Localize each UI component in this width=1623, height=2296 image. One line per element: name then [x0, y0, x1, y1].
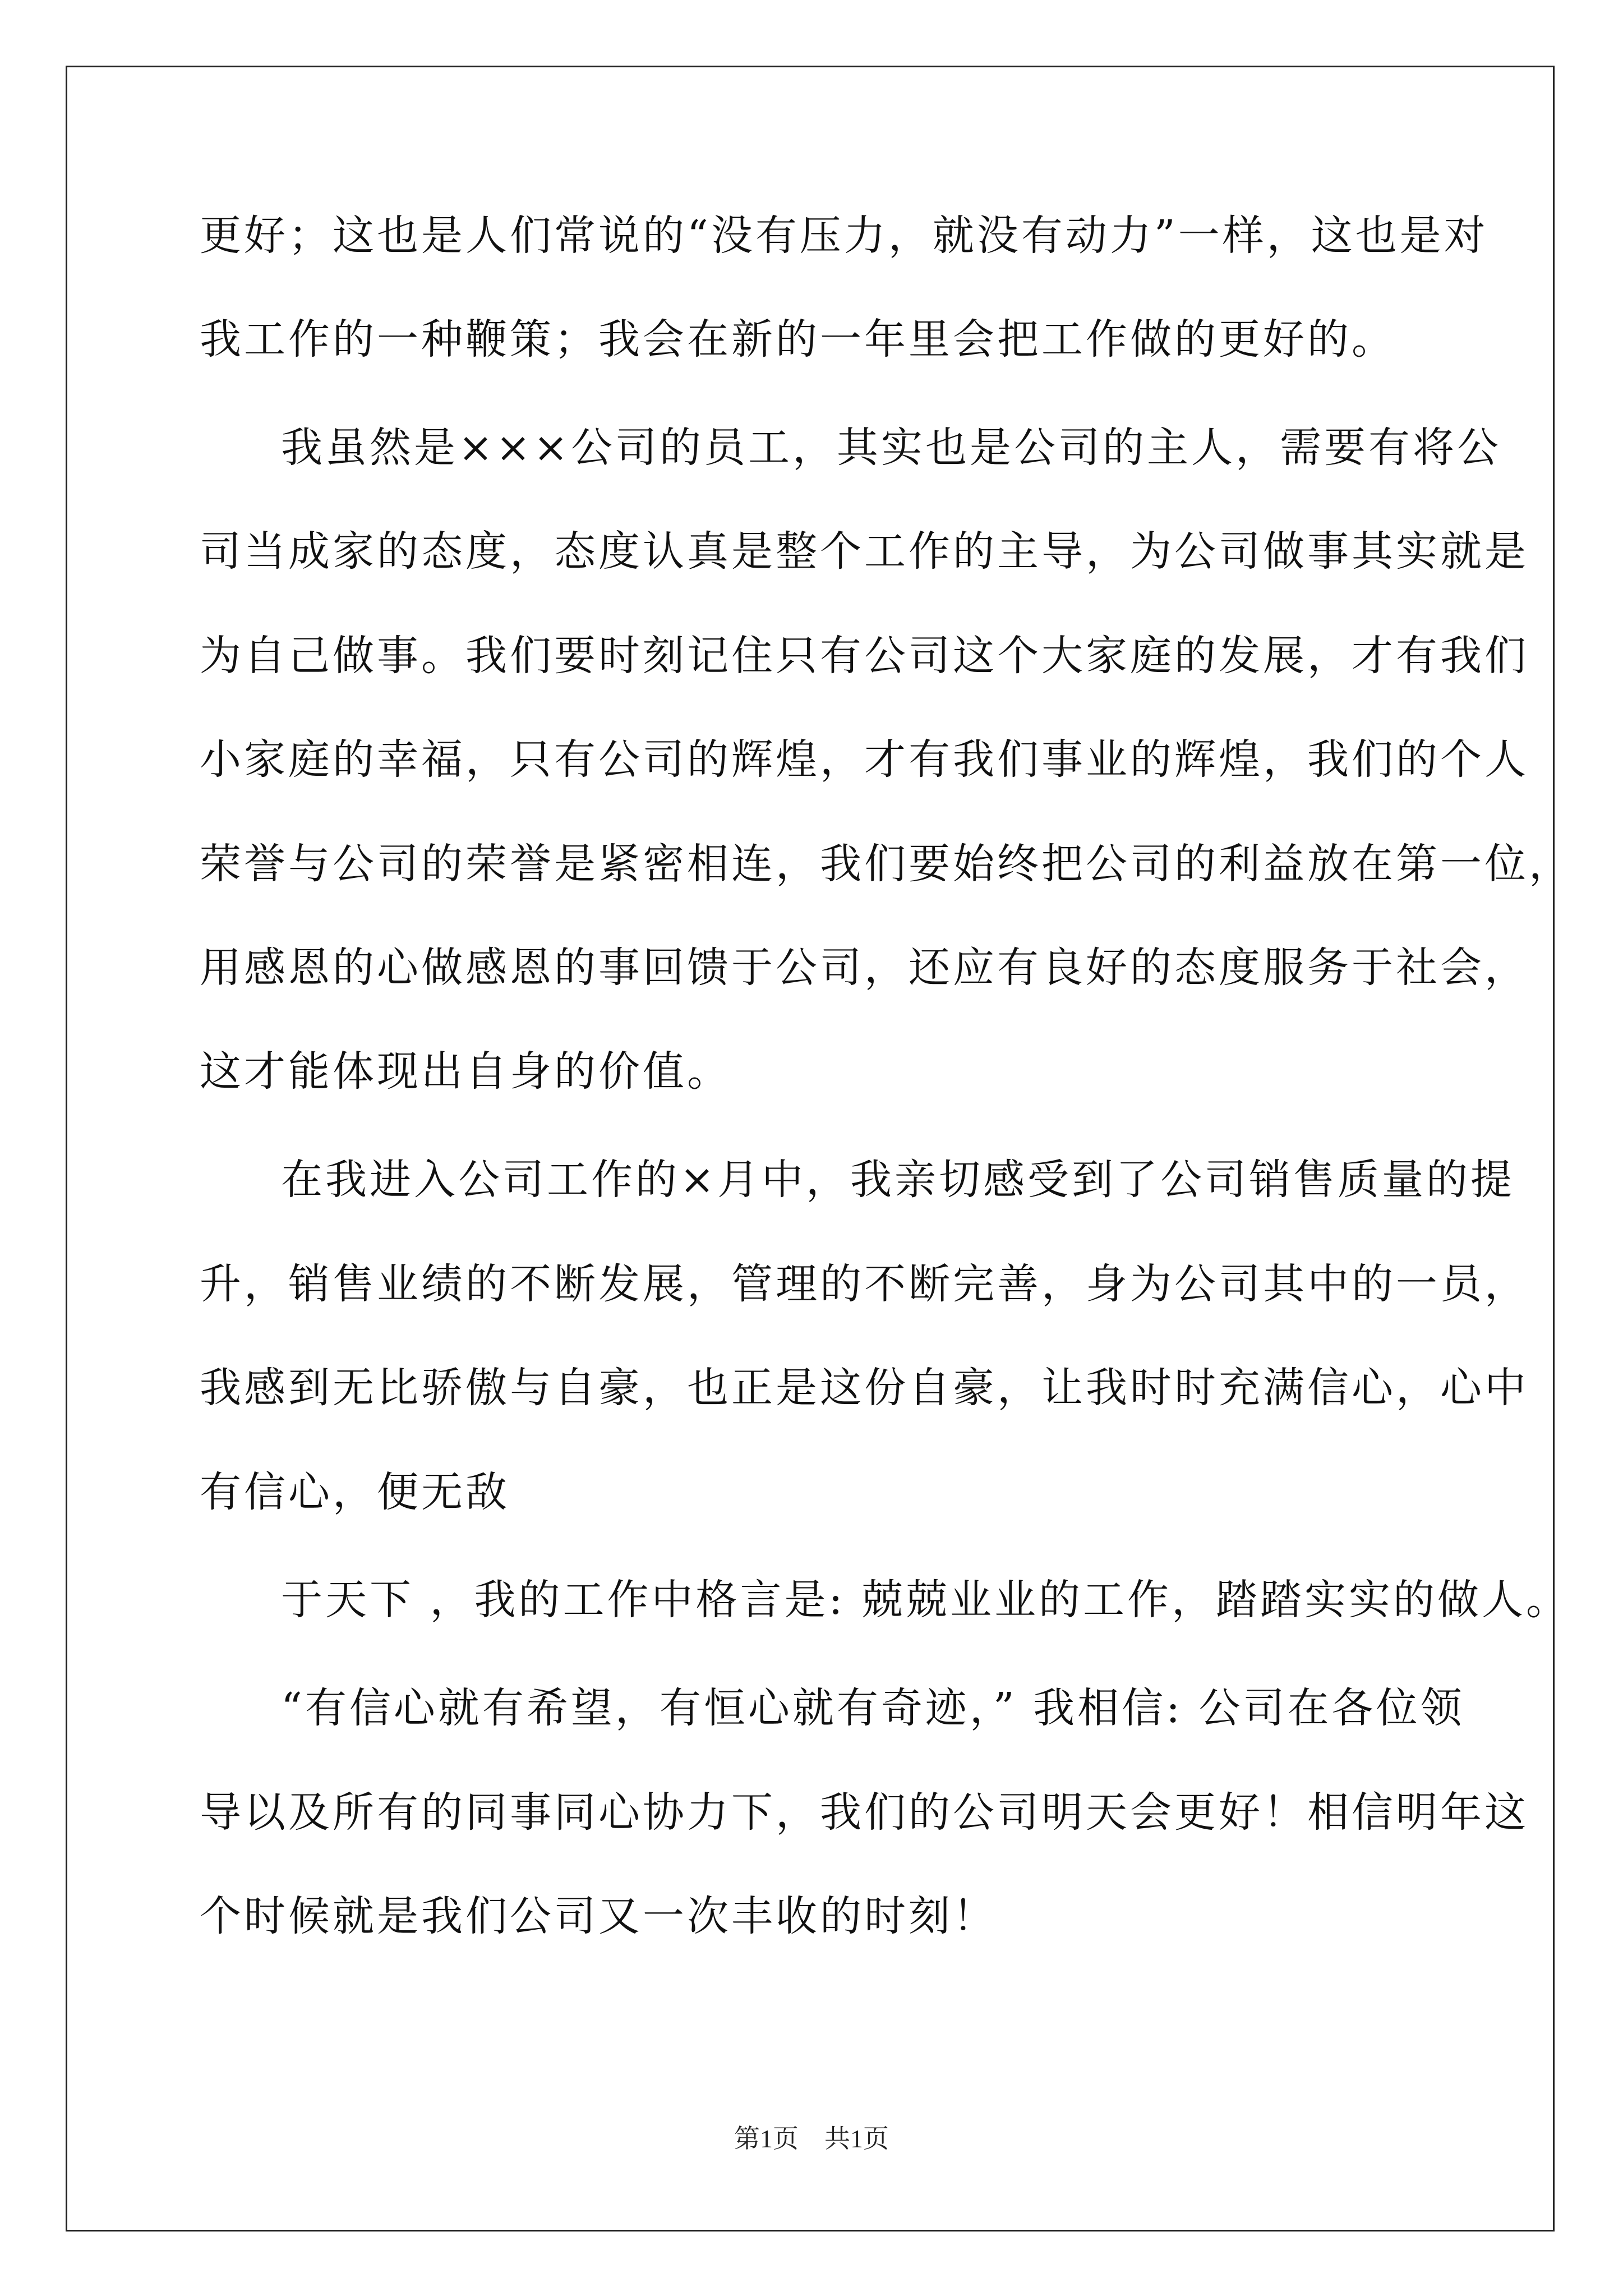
paragraph-start-line: 我虽然是×××公司的员工，其实也是公司的主人，需要有将公 — [281, 424, 1502, 472]
text-line: 这才能体现出自身的价值。 — [200, 1047, 731, 1096]
text-line: 我工作的一种鞭策；我会在新的一年里会把工作做的更好的。 — [200, 315, 1396, 364]
text-line: 有信心，便无敌 — [200, 1468, 510, 1516]
paragraph-start-line: 于天下 ，我的工作中格言是: 兢兢业业的工作，踏踏实实的做人。 — [281, 1576, 1570, 1624]
text-line: 更好；这也是人们常说的“没有压力，就没有动力”一样，这也是对 — [200, 211, 1488, 260]
text-line: 为自己做事。我们要时刻记住只有公司这个大家庭的发展，才有我们 — [200, 632, 1529, 680]
paragraph-start-line: “有信心就有希望，有恒心就有奇迹，” 我相信: 公司在各位领 — [281, 1684, 1465, 1732]
text-line: 升，销售业绩的不断发展，管理的不断完善，身为公司其中的一员， — [200, 1260, 1529, 1308]
paragraph-start-line: 在我进入公司工作的×月中，我亲切感受到了公司销售质量的提 — [281, 1156, 1515, 1204]
text-line: 用感恩的心做感恩的事回馈于公司，还应有良好的态度服务于社会， — [200, 944, 1529, 992]
text-line: 荣誉与公司的荣誉是紧密相连，我们要始终把公司的利益放在第一位， — [200, 840, 1573, 888]
text-line: 我感到无比骄傲与自豪，也正是这份自豪，让我时时充满信心，心中 — [200, 1364, 1529, 1412]
page-footer: 第1页 共1页 — [734, 2124, 889, 2153]
text-line: 司当成家的态度，态度认真是整个工作的主导，为公司做事其实就是 — [200, 527, 1529, 576]
text-line: 个时候就是我们公司又一次丰收的时刻！ — [200, 1892, 997, 1940]
text-line: 小家庭的幸福，只有公司的辉煌，才有我们事业的辉煌，我们的个人 — [200, 735, 1529, 784]
text-line: 导以及所有的同事同心协力下，我们的公司明天会更好！相信明年这 — [200, 1788, 1529, 1837]
